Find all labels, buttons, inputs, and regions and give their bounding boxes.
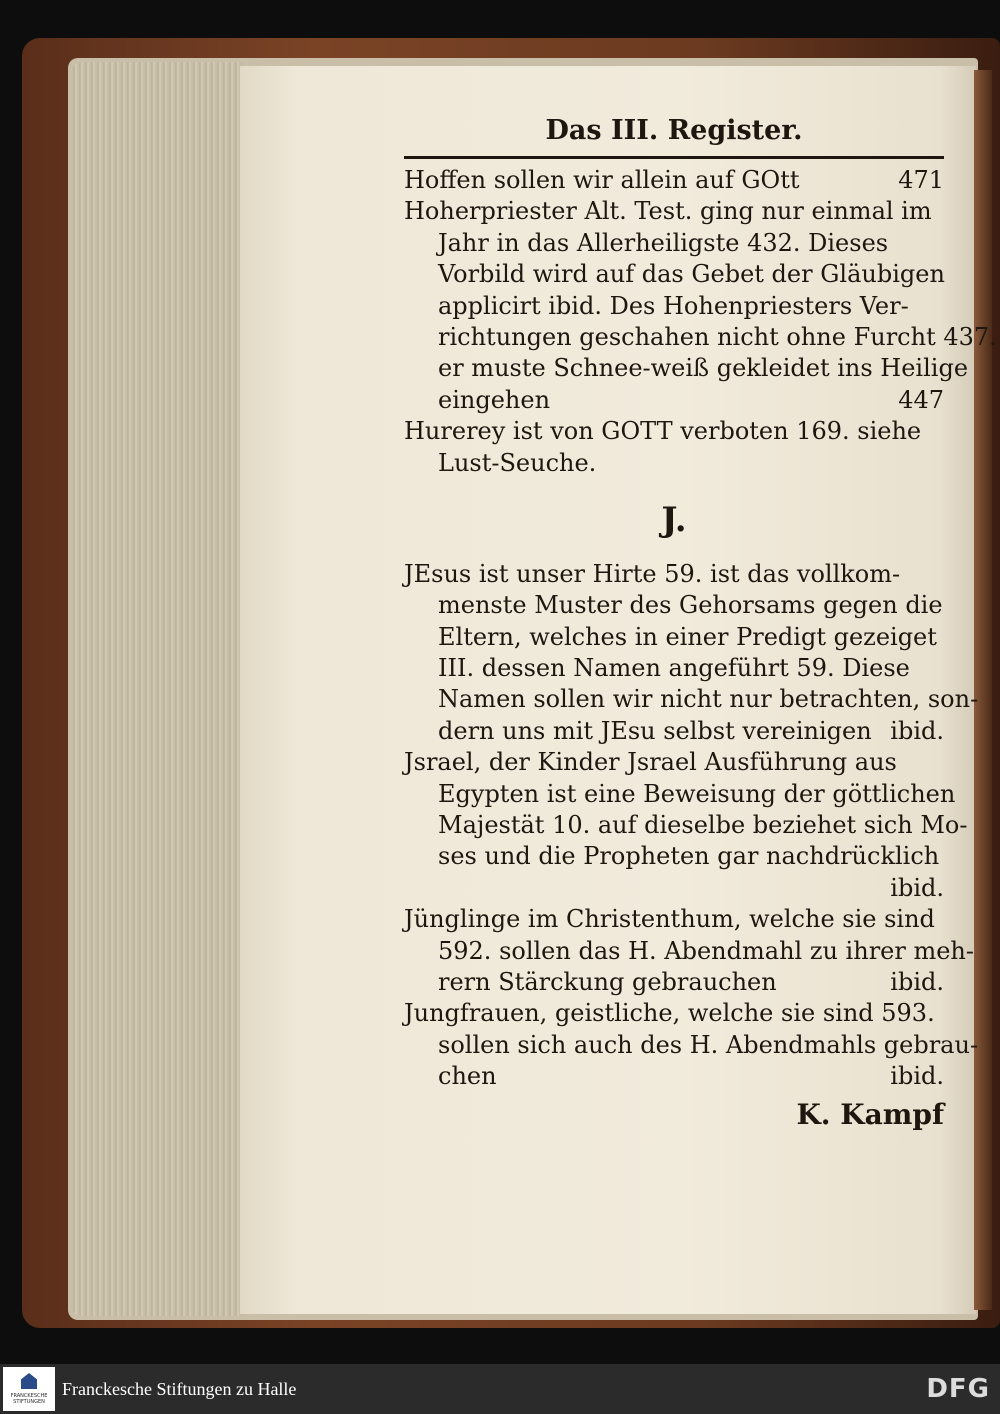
index-line	[404, 873, 944, 904]
index-text: Namen sollen wir nicht nur betrachten, son-	[438, 685, 979, 714]
index-line	[404, 559, 944, 590]
index-text: Eltern, welches in einer Predigt gezeiget	[438, 622, 937, 651]
index-line	[404, 841, 944, 872]
page-reference: 471	[898, 166, 944, 194]
index-text: sollen sich auch des H. Abendmahls gebrau-	[438, 1030, 979, 1059]
index-text: III. dessen Namen angeführt 59. Diese	[438, 654, 910, 683]
index-text: rern Stärckung gebrauchen	[438, 967, 777, 996]
index-line	[404, 747, 944, 778]
index-line	[404, 622, 944, 653]
page-reference: ibid.	[890, 873, 944, 902]
index-text: eingehen	[438, 385, 551, 414]
index-line	[404, 416, 944, 447]
index-line	[404, 998, 944, 1029]
index-text: Majestät 10. auf dieselbe beziehet sich Mo-	[438, 811, 968, 840]
index-text: dern uns mit JEsu selbst vereinigen	[438, 716, 872, 745]
index-text: menste Muster des Gehorsams gegen die	[438, 591, 943, 620]
page-reference: ibid.	[890, 967, 944, 996]
index-line	[404, 291, 944, 322]
index-line	[404, 385, 944, 416]
logo-text: FRANCKESCHE STIFTUNGEN	[10, 1393, 48, 1405]
index-text: Hoherpriester Alt. Test. ging nur einmal im	[404, 197, 932, 226]
index-line	[404, 936, 974, 967]
institution-logo[interactable]	[3, 1367, 55, 1411]
entries-h	[404, 165, 997, 479]
index-line	[404, 684, 979, 715]
footer-bar	[0, 1364, 1000, 1414]
index-text: chen	[438, 1062, 497, 1091]
index-line	[404, 590, 944, 621]
index-text: Hoffen sollen wir allein auf GOtt	[404, 166, 800, 194]
index-text: Jungfrauen, geistliche, welche sie sind 593.	[404, 999, 935, 1028]
index-line	[404, 196, 944, 227]
index-line	[404, 228, 944, 259]
index-line	[404, 653, 944, 684]
index-text: Jsrael, der Kinder Jsrael Ausführung aus	[404, 748, 897, 777]
index-line	[404, 716, 944, 747]
index-text: Jahr in das Allerheiligste 432. Dieses	[438, 228, 889, 257]
section-letter: J.	[661, 499, 687, 540]
index-text: JEsus ist unser Hirte 59. ist das vollkom-	[404, 559, 901, 588]
house-icon	[21, 1373, 37, 1389]
index-text: applicirt ibid. Des Hohenpriesters Ver-	[438, 291, 909, 320]
institution-name[interactable]: Franckesche Stiftungen zu Halle	[62, 1379, 297, 1399]
page-reference: 447	[898, 385, 944, 414]
index-text: Egypten ist eine Beweisung der göttlichen	[438, 779, 956, 808]
index-line	[404, 1030, 979, 1061]
page-text	[404, 110, 997, 1133]
index-text: 592. sollen das H. Abendmahl zu ihrer meh-	[438, 936, 974, 965]
index-text: Lust-Seuche.	[438, 448, 597, 477]
index-line	[404, 353, 969, 384]
page-reference: ibid.	[890, 1062, 944, 1091]
index-line	[404, 165, 944, 196]
index-line	[404, 1061, 944, 1092]
index-text: Hurerey ist von GOTT verboten 169. siehe	[404, 417, 922, 446]
dfg-logo[interactable]: DFG	[926, 1374, 990, 1404]
index-line	[404, 322, 997, 353]
index-line	[404, 448, 944, 479]
index-text: ses und die Propheten gar nachdrücklich	[438, 842, 940, 871]
page-reference: ibid.	[890, 716, 944, 745]
index-line	[404, 259, 944, 290]
index-line	[404, 810, 968, 841]
catchword: K. Kampf	[796, 1097, 944, 1131]
index-line	[404, 779, 956, 810]
index-line	[404, 904, 944, 935]
index-text: richtungen geschahen nicht ohne Furcht 437.	[438, 322, 997, 351]
running-header: Das III. Register.	[545, 115, 803, 146]
entries-j	[404, 559, 979, 1093]
index-text: Vorbild wird auf das Gebet der Gläubigen	[438, 260, 945, 289]
header-rule	[404, 156, 944, 159]
index-text: Jünglinge im Christenthum, welche sie sind	[404, 905, 935, 934]
index-text: er muste Schnee-weiß gekleidet ins Heilige	[438, 354, 969, 383]
page-edges	[72, 62, 242, 1316]
index-line	[404, 967, 944, 998]
